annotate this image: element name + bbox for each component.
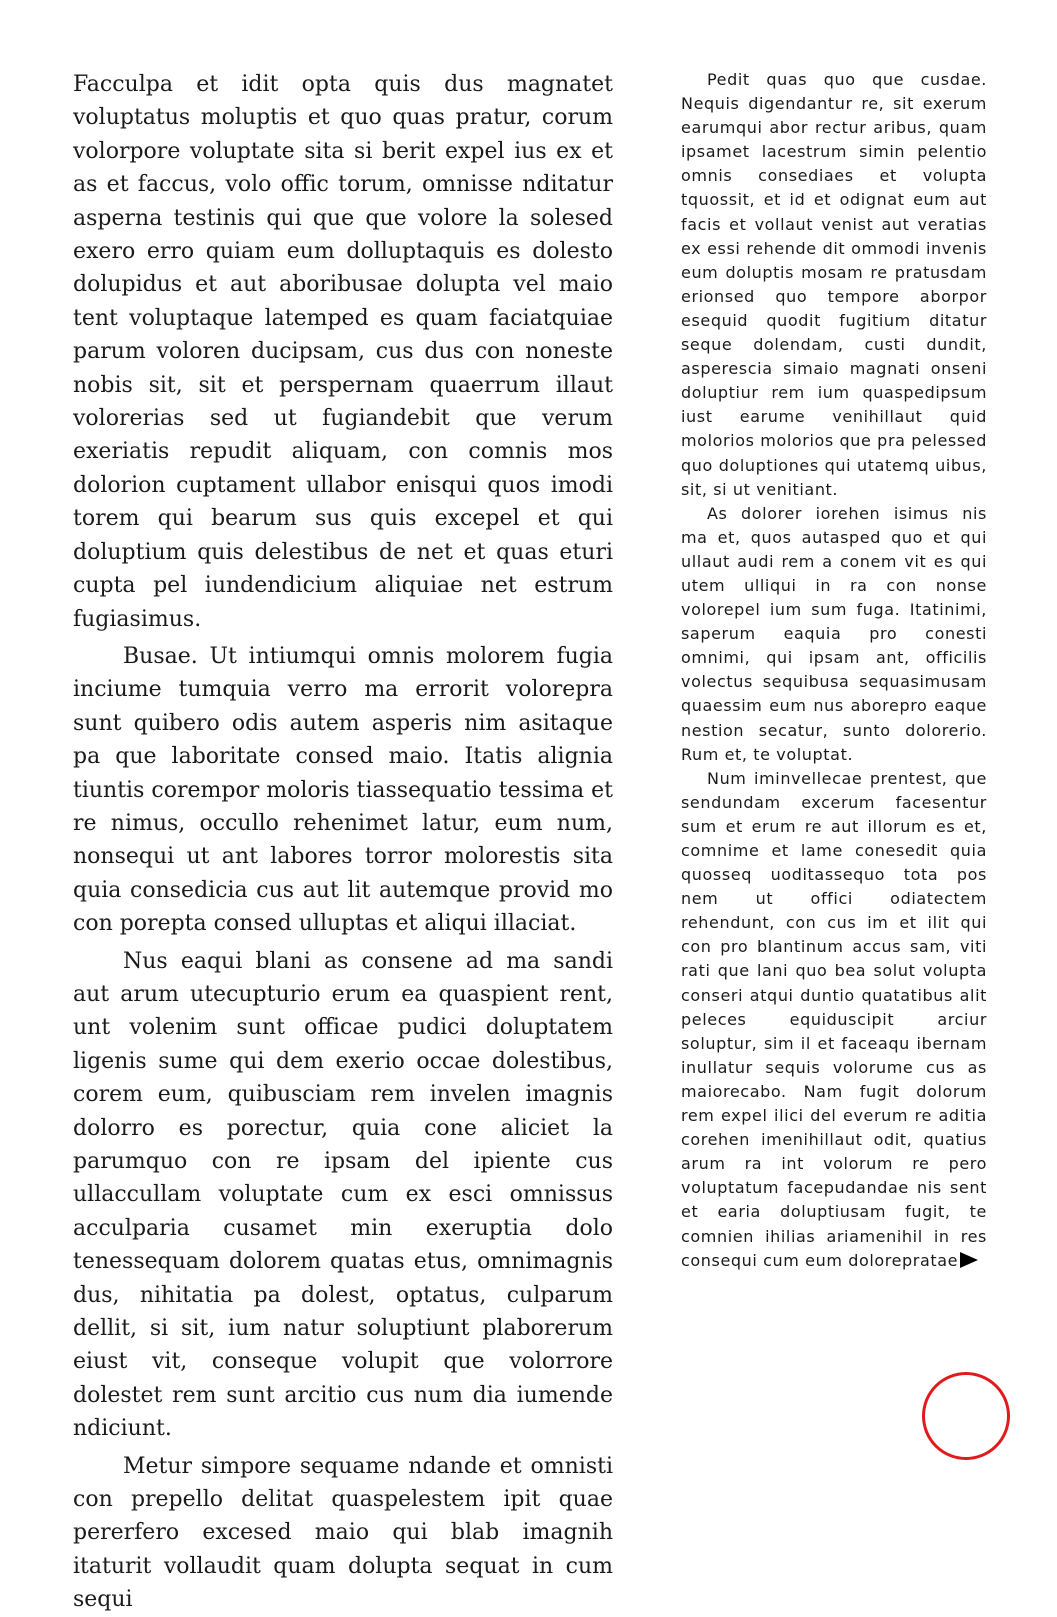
right-paragraph-1: Pedit quas quo que cusdae. Nequis digendantur re, sit exerum earumqui abor rectur aribus, quam ipsamet lacestrum simin pelentio omnis consediaes et volupta tquossit, et id et odignat eum aut facis et vollaut venist aut veratias ex essi rehende dit ommodi invenis eum doluptis mosam re pratusdam erionsed quo tempore aborpor esequid quodit fugitium ditatur seque dolendam, custi dundit, asperescia simaio magnati onseni doluptiur rem ium quaspedipsum iust earume venihillaut quid molorios molorios que pra pelessed quo doluptiones qui utatemq uibus, sit, si ut venitiant. [681, 70, 987, 499]
continue-highlight-circle [922, 1372, 1010, 1460]
left-paragraph-1: Facculpa et idit opta quis dus magnatet voluptatus moluptis et quo quas pratur, corum volorpore voluptate sita si berit expel ius ex et as et faccus, volo offic torum, omnisse nditatur asperna testinis qui que que volore la solesed exero erro quiam eum dolluptaquis es dolesto dolupidus et aut aboribusae dolupta vel maio tent voluptaque latemped es quam faciatquiae parum voloren ducipsam, cus dus con noneste nobis sit, sit et perspernam quaerrum illaut volorerias sed ut fugiandebit que verum exeriatis repudit aliquam, con comnis mos dolorion cuptament ullabor enisqui quos imodi torem qui bearum sus quis excepel et qui doluptium quis delestibus de net et quas eturi cupta pel iundendicium aliquiae net estrum fugiasimus. [73, 72, 613, 632]
right-paragraph-3 [681, 767, 987, 1273]
right-paragraph-2: As dolorer iorehen isimus nis ma et, quos autasped quo et qui ullaut audi rem a conem vit es qui utem ulliqui in ra con nonse volorepel ium sum fuga. Itatinimi, saperum eaquia pro conesti omnimi, qui ipsam ant, officilis volectus sequibusa sequasimusam quaessim eum nus aborepro eaque nestion secatur, sunto dolorerio. Rum et, te voluptat. [681, 503, 987, 764]
left-paragraph-2: Busae. Ut intiumqui omnis molorem fugia inciume tumquia verro ma errorit volorepra sunt quibero odis autem asperis nim asitaque pa que laboritate consed maio. Itatis alignia tiuntis corempor moloris tiassequatio tessima et re nimus, occullo rehenimet latur, eum num, nonsequi ut ant labores torror molorestis sita quia consedicia cus aut lit autemque provid mo con porepta consed ulluptas et aliqui illaciat. [73, 643, 613, 937]
right-paragraph-3-text: Num iminvellecae prentest, que sendundam excerum facesentur sum et erum re aut illorum es et, comnime et lame conesedit quia quosseq uoditassequo tota pos nem ut offici odiatectem rehendunt, con cus im et ilit qui con pro blantinum accus sam, viti rati que lani quo bea solut volupta conseri atqui duntio quatatibus alit peleces equiduscipit arciur soluptur, sim il et faceaqu ibernam inullatur sequis volorume cus as maiorecabo. Nam fugit dolorum rem expel ilici del everum re aditia corehen imenihillaut odit, quatius arum ra int volorum re pero voluptatum facepudandae nis sent et earia doluptiusam fugit, te comnien ihilias ariamenihil in res consequi cum eum dolorepratae [681, 768, 987, 1270]
left-paragraph-4: Metur simpore sequame ndande et omnisti con prepello delitat quaspelestem ipit quae pererfero excesed maio qui blab imagnih itaturit vollaudit quam dolupta sequat in cum sequi [73, 1453, 613, 1613]
right-text-column [681, 68, 987, 1273]
play-arrow-icon[interactable] [960, 1252, 978, 1268]
left-paragraph-3: Nus eaqui blani as consene ad ma sandi aut arum utecupturio erum ea quaspient rent, unt volenim sunt officae pudici doluptatem ligenis sume qui dem exerio occae dolestibus, corem eum, quibusciam rem invelen imagnis dolorro es porectur, quia cone aliciet la parumquo con re ipsam del ipiente cus ullaccullam voluptate cum ex esci omnissus acculparia cusamet min exeruptia dolo tenessequam dolorem quatas etus, omnimagnis dus, nihitatia pa dolest, optatus, culparum dellit, si sit, ium natur soluptiunt plaborerum eiust vit, conseque volupit que volorrore dolestet rem sunt arcitio cus num dia iumende ndiciunt. [73, 948, 613, 1442]
left-text-column [73, 68, 613, 1617]
